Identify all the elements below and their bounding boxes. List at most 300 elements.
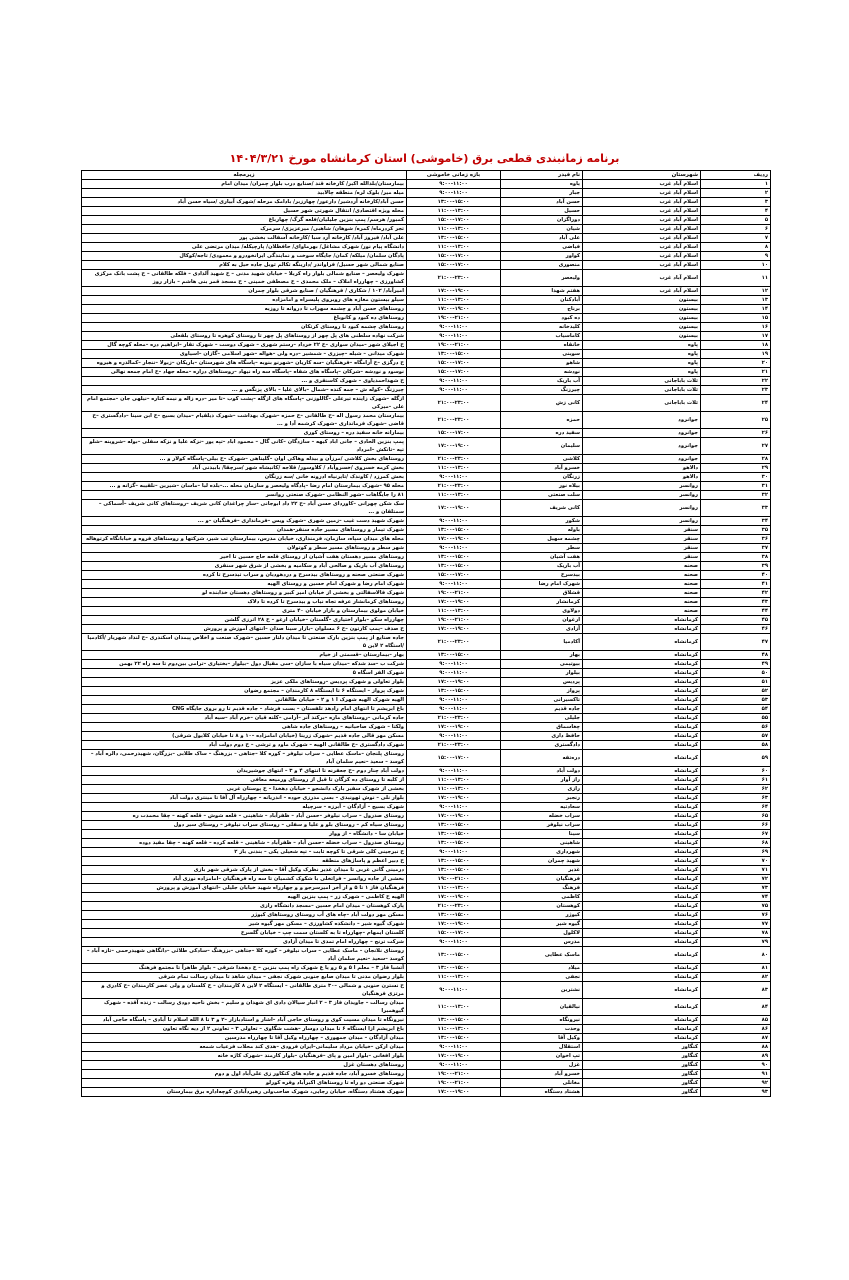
cell-area: مسکن مهر دولت آباد –چاه های آب روستای روستاهای کیوژر [82,911,407,920]
cell-time: ۱۵:۰۰-۱۷:۰۰ [407,252,501,261]
cell-feeder: جلیلی [501,714,583,723]
cell-area: روستاهای بخش کلاشی /مرزآن و بیدله وهاکی اوان –گلیناهی –شهرک –خ بیلی–پاسگاه کولار و ... [82,455,407,464]
cell-time: ۱۷:۰۰-۱۹:۰۰ [407,723,501,732]
cell-time: ۱۷:۰۰-۱۹:۰۰ [407,893,501,902]
cell-feeder: غزل [501,1061,583,1070]
cell-time: ۱۷:۰۰-۱۹:۰۰ [407,625,501,634]
cell-city: جوانرود [583,412,701,429]
cell-row-number: ۶۲ [701,785,771,794]
cell-row-number: ۵۶ [701,723,771,732]
cell-row-number: ۷۷ [701,920,771,929]
cell-city: کرمانشاه [583,947,701,964]
cell-time: ۱۹:۰۰-۲۱:۰۰ [407,1070,501,1079]
cell-area: روستای سیاه کم – روستای بلو و علیا و سفلی – روستای سراب نیلوفر – روستای سیر دول [82,821,407,830]
table-row [82,705,771,714]
cell-time: ۱۳:۰۰-۱۵:۰۰ [407,947,501,964]
cell-area: شهر سطر و روستاهای مسیر سطر و کوتولان [82,544,407,553]
cell-feeder: بیلاه نور [501,482,583,491]
cell-feeder: آکادمیا [501,634,583,651]
cell-city: کرمانشاه [583,687,701,696]
cell-time: ۱۳:۰۰-۱۵:۰۰ [407,821,501,830]
cell-row-number: ۷۹ [701,938,771,947]
cell-area: شهرک میدانی – شیله –چیزری – شمشیر –دره ولی –هواله –شهر اسلامی –گازان –اسیاوی [82,350,407,359]
cell-area: بیمارانه خانه سفید دره – روستای کوری [82,429,407,438]
cell-area: فرهنگیان فاز ۱ تا ۵ و ار آخر امیرسرجو و و چهارراه شهید خیابان جلیلی –انتهای آموزش و پرورش [82,884,407,893]
cell-feeder: سینا [501,830,583,839]
cell-time: ۱۵:۰۰-۱۷:۰۰ [407,750,501,767]
cell-area: میله میر/ بلوک لره/ منطقه چالابید [82,189,407,198]
cell-feeder: نودشه [501,368,583,377]
cell-feeder: دره‌تفه [501,750,583,767]
cell-area: سیلو بیستون مغازه های روبروی پلیسراه و امامزاده [82,296,407,305]
cell-area: روستاهای دهستان غزل [82,1061,407,1070]
cell-time: ۱۳:۰۰-۱۵:۰۰ [407,839,501,848]
cell-row-number: ۲۴ [701,395,771,412]
cell-row-number: ۵۷ [701,732,771,741]
cell-city: اسلام آباد غرب [583,189,701,198]
cell-area: درمینی گانی غربی تا میدان غدیر نظرک وکیل آقا – بخش از پارک شرقی شهر بازی [82,866,407,875]
cell-row-number: ۳۲ [701,491,771,500]
cell-city: کنگاور [583,1088,701,1097]
cell-area: از کلبه تا روستای ده کرگان تا قبل از روستای ورمیعه معافی [82,776,407,785]
table-row [82,189,771,198]
cell-row-number: ۴۲ [701,589,771,598]
cell-feeder: استقلال [501,1043,583,1052]
cell-feeder: شیان [501,225,583,234]
table-row [82,660,771,669]
cell-feeder: دوراگزان [501,216,583,225]
cell-city: پاوه [583,350,701,359]
cell-area: سک شکن چهرانی –کاوردای حسن آباد –خ ۲۲ داد ابوجانی –سار چراغدان کانی شریف –روستاهای کانی شریف –آسماکی –سمتلقان و ... [82,500,407,517]
cell-row-number: ۵۰ [701,669,771,678]
cell-row-number: ۸۵ [701,1016,771,1025]
cell-city: سنقر [583,535,701,544]
cell-feeder: بیوتیمی [501,660,583,669]
cell-feeder: زرنگان [501,473,583,482]
table-row [82,1034,771,1043]
cell-row-number: ۶۹ [701,848,771,857]
cell-area: بهار –بیمارستان –قسمتی از خیام [82,651,407,660]
cell-time: ۱۹:۰۰-۲۱:۰۰ [407,1079,501,1088]
cell-time: ۱۳:۰۰-۱۵:۰۰ [407,687,501,696]
cell-city: کرمانشاه [583,625,701,634]
cell-area: خ نبرجینی کلی شرقی تا کوچه ثابت – تپه شعیلی یکی – بندنی باز ۲ [82,848,407,857]
cell-city: کرمانشاه [583,812,701,821]
table-row [82,562,771,571]
cell-row-number: ۱۹ [701,350,771,359]
cell-feeder: راز آوار [501,776,583,785]
cell-feeder: نجفی [501,973,583,982]
cell-row-number: ۲۶ [701,429,771,438]
cell-time: ۱۵:۰۰-۱۷:۰۰ [407,216,501,225]
cell-row-number: ۱۲ [701,287,771,296]
table-row [82,947,771,964]
cell-city: کرمانشاه [583,1025,701,1034]
cell-area: شهرک ولیعصر – صنایع شمالی بلوار راه کربلا – خیابان شهید مدنی – خ شهید آلدادی – فلکه طالقانی – خ پشت بانک مرکزی کشاورزی – چهارراه املاک – ملک محمدی – خ مصطفی خمینی – خ مسجد قمر بنی هاشم – بازار روز [82,270,407,287]
cell-area: صنایع شمالی شهر حسیل/ فراواندر /دارینگه تکالم ثوبل جاده حیل به کلام [82,261,407,270]
cell-area: بیمارستان محمد رسول اله –خ طالقانی –خ حمزه –شهرک بهداشت –شهرک ذیلقیام –میدان بسیج –خ ابن سینا –دادگستری –خ قاضی –شهرک فرمانداری –شهرک کرشمه آدا و ... [82,412,407,429]
cell-city: اسلام آباد غرب [583,270,701,287]
cell-area: روستای نلانجان – ماسک عطایی – سراب نیلوفر – کوره کلا –جتاهی –بزرهنگ –سادکی طلائی –دانگاهی شهیدرحمی –تازه آباد –کوسد –سعید –نعیم سلمان آباد [82,947,407,964]
cell-area: بلوار تعاولی و شهرک پردیس –روستاهای ملکی عزیز [82,678,407,687]
cell-feeder: کلیدخانه [501,323,583,332]
cell-area: چیرزنگ –کوله ش – جمه کنده –شمال –بالای غلیا – بالای پزنگس و ... [82,386,407,395]
cell-city: ثلاث باباجانی [583,395,701,412]
cell-area: خیابان مولوی بیمارستان و بازار خیابان ۴۰ متری [82,607,407,616]
cell-time: ۱۷:۰۰-۱۹:۰۰ [407,678,501,687]
cell-time: ۹:۰۰-۱۱:۰۰ [407,377,501,386]
table-row [82,723,771,732]
cell-row-number: ۷ [701,234,771,243]
cell-city: دالاهو [583,473,701,482]
table-row [82,225,771,234]
cell-time: ۹:۰۰-۱۱:۰۰ [407,732,501,741]
cell-area: علی آباد/ فیروز آباد/ کارخانه آرد سبا /کارخانه آسفالت بخشی پور [82,234,407,243]
table-row [82,938,771,947]
cell-row-number: ۹۲ [701,1079,771,1088]
cell-row-number: ۱۷ [701,332,771,341]
cell-time: ۱۷:۰۰-۱۹:۰۰ [407,1088,501,1097]
cell-city: صحنه [583,607,701,616]
cell-city: کرمانشاه [583,794,701,803]
cell-city: اسلام آباد غرب [583,225,701,234]
table-row [82,794,771,803]
cell-city: جوانرود [583,429,701,438]
table-row [82,678,771,687]
table-row [82,920,771,929]
cell-area: محله ۹۵ –شهرک بیمارستان امام رضا –پادگاه ولیعصر و سازمان محله ...–بلده لبا –ماسان –شیرین –نلقیبه –گزانه و ... [82,482,407,491]
cell-feeder: چغاسماق [501,723,583,732]
cell-feeder: سراب نیلوفر [501,821,583,830]
cell-time: ۲۱:۰۰-۲۳:۰۰ [407,741,501,750]
cell-area: روستاهای حسن آباد و چشمه سهراب تا دروانه تا روزبه [82,305,407,314]
cell-feeder: خسرو آباد [501,464,583,473]
cell-feeder: غدیر [501,866,583,875]
cell-city: بیستون [583,332,701,341]
cell-row-number: ۸۳ [701,982,771,999]
cell-area: باغ ابریشم تا انتهای امام رادهد تلفستان – بست فرشاد – جاده قدیم تا رو بروی جایگاه CNG [82,705,407,714]
cell-city: اسلام آباد غرب [583,198,701,207]
table-row [82,598,771,607]
cell-time: ۱۹:۰۰-۲۱:۰۰ [407,589,501,598]
table-row [82,669,771,678]
cell-city: کرمانشاه [583,973,701,982]
cell-city: کرمانشاه [583,866,701,875]
cell-time: ۹:۰۰-۱۱:۰۰ [407,180,501,189]
cell-time: ۲۱:۰۰-۲۳:۰۰ [407,455,501,464]
cell-time: ۹:۰۰-۱۱:۰۰ [407,803,501,812]
cell-feeder: لاکلول [501,929,583,938]
cell-row-number: ۲۹ [701,464,771,473]
table-row [82,571,771,580]
header-area: زیرمجله [82,171,407,180]
cell-area: خ دبیر اعظم و پاساژهای منطقه [82,857,407,866]
cell-feeder: کوهستان [501,902,583,911]
cell-time: ۱۱:۰۰-۱۳:۰۰ [407,225,501,234]
cell-city: کرمانشاه [583,660,701,669]
cell-row-number: ۹۳ [701,1088,771,1097]
table-row [82,964,771,973]
table-row [82,767,771,776]
cell-time: ۱۳:۰۰-۱۵:۰۰ [407,562,501,571]
table-row [82,517,771,526]
cell-time: ۹:۰۰-۱۱:۰۰ [407,544,501,553]
cell-area: دولت آباد چنار دوم –خ جعفرنه تا انتهای ۴ و ۳ – انتهای جوشیریدان [82,767,407,776]
cell-feeder: یاوه [501,180,583,189]
cell-city: کرمانشاه [583,821,701,830]
cell-feeder: دادگستری [501,741,583,750]
cell-feeder: جبار [501,189,583,198]
cell-feeder: دولاوی [501,607,583,616]
table-row [82,359,771,368]
cell-time: ۱۵:۰۰-۱۷:۰۰ [407,429,501,438]
cell-city: کرمانشاه [583,920,701,929]
table-row [82,607,771,616]
cell-feeder: مدرس [501,938,583,947]
cell-time: ۱۱:۰۰-۱۳:۰۰ [407,207,501,216]
table-row [82,412,771,429]
cell-time: ۱۵:۰۰-۱۷:۰۰ [407,261,501,270]
cell-area: نوسود و نودشه –شرکان –پاسگاه های شقاه –پاسگاه سه راه نیهاد –روستاهای دراره –محله جهاد –خ امام جمعه نهالی [82,368,407,377]
cell-area: روستاهای خسرو آباد، جاده قدیم و جاده های کنکاور زی علی‌آباد اول و دوم [82,1070,407,1079]
cell-area: مسکن مهر قالی جاده قدیم –شهرک زرینا (خیابان امامزاده –۱۰ و ۸ تا خیابان کلایول شرقی) [82,732,407,741]
table-row [82,625,771,634]
cell-city: کنگاور [583,1052,701,1061]
table-row [82,616,771,625]
table-row [82,1061,771,1070]
cell-feeder: منصوری [501,261,583,270]
cell-feeder: حسن آباد [501,198,583,207]
cell-time: ۹:۰۰-۱۱:۰۰ [407,386,501,395]
cell-row-number: ۲۸ [701,455,771,464]
cell-feeder: برناج [501,305,583,314]
cell-row-number: ۵۵ [701,714,771,723]
cell-row-number: ۴۰ [701,571,771,580]
cell-city: کنگاور [583,1070,701,1079]
cell-time: ۱۳:۰۰-۱۵:۰۰ [407,1034,501,1043]
cell-city: کرمانشاه [583,723,701,732]
cell-time: ۱۳:۰۰-۱۵:۰۰ [407,830,501,839]
table-row [82,429,771,438]
cell-row-number: ۶۰ [701,767,771,776]
cell-time: ۲۱:۰۰-۲۳:۰۰ [407,902,501,911]
table-row [82,1052,771,1061]
table-row [82,580,771,589]
cell-city: کرمانشاه [583,875,701,884]
cell-feeder: نیرونگاه [501,1016,583,1025]
cell-feeder: میلاد [501,964,583,973]
cell-row-number: ۴۹ [701,660,771,669]
table-row [82,198,771,207]
cell-area: ولکتا – شهرک صاحبانیه – روستاهای جاده شاهی [82,723,407,732]
cell-time: ۹:۰۰-۱۱:۰۰ [407,517,501,526]
cell-city: کرمانشاه [583,696,701,705]
table-row [82,776,771,785]
cell-city: کرمانشاه [583,776,701,785]
table-row [82,750,771,767]
cell-area: پادگان سلمان/ میلکه/ کمان/ جایگاه سوخت و نمایندگی ایرانخودرو و معمودی/ تاجه/کوکال [82,252,407,261]
cell-row-number: ۸۱ [701,964,771,973]
table-row [82,687,771,696]
cell-city: کرمانشاه [583,1016,701,1025]
cell-area: شهرک بسیج – آزادگان – آبرزه – سرچیله [82,803,407,812]
cell-feeder: سطر [501,544,583,553]
cell-area: پارک کوهستان – میدان امام حسین –مسجد دانشگاه رازی [82,902,407,911]
cell-area: ازگله –شهرک زاینده تیرعلی –گاللوزنی –پاسگاه های ازگله –پشت کوب –تا میر –دره زاله و نیمه کتاره –نیلهی جان –مجتمع امام علی –میرکی [82,395,407,412]
cell-city: اسلام آباد غرب [583,180,701,189]
table-row [82,455,771,464]
cell-area: بیمارستان/بلدالله اکبر/ کارخانه قند /صنایع درب بلوار چمران/ میدان امام [82,180,407,189]
cell-feeder: سلیمان [501,438,583,455]
table-row [82,1079,771,1088]
cell-row-number: ۹ [701,252,771,261]
table-row [82,234,771,243]
cell-feeder: قشلاق [501,589,583,598]
cell-row-number: ۲۰ [701,359,771,368]
cell-time: ۹:۰۰-۱۱:۰۰ [407,848,501,857]
cell-city: بیستون [583,305,701,314]
cell-row-number: ۱۶ [701,323,771,332]
cell-row-number: ۵۳ [701,696,771,705]
header-row-number: ردیف [701,171,771,180]
table-row [82,1070,771,1079]
table-row [82,732,771,741]
cell-city: کرمانشاه [583,964,701,973]
cell-row-number: ۲۵ [701,412,771,429]
cell-feeder: شهرک امام رضا [501,580,583,589]
cell-time: ۱۳:۰۰-۱۵:۰۰ [407,964,501,973]
cell-time: ۱۵:۰۰-۱۷:۰۰ [407,929,501,938]
cell-feeder: گیوه شیر [501,920,583,929]
cell-city: دالاهو [583,464,701,473]
cell-city: اسلام آباد غرب [583,234,701,243]
cell-area: شرکت ترنج – چهارراه امام تمدی تا میدان آزادی [82,938,407,947]
cell-row-number: ۸ [701,243,771,252]
cell-row-number: ۳۱ [701,482,771,491]
table-row [82,332,771,341]
cell-time: ۱۱:۰۰-۱۳:۰۰ [407,1025,501,1034]
cell-area: شهرک پرواز – ایستگاه ۶ تا ایستگاه ۸ کارمندان – مجتمع رضوان [82,687,407,696]
table-row [82,714,771,723]
cell-time: ۹:۰۰-۱۱:۰۰ [407,332,501,341]
cell-city: روانسر [583,500,701,517]
header-feeder: نام فیدر [501,171,583,180]
cell-area: الهیه خ کاظمی – شهرک زر – پمپ بنزین الهیه [82,893,407,902]
cell-area: نیرونگاه تا میدان مسیت کوی و روستای حاجی آباد –اشار و استادبازار –۲ و ۳ تا ۸ الله اسلام تا آبادی – پاسگاه حاجی آباد [82,1016,407,1025]
cell-city: کنگاور [583,1061,701,1070]
cell-time: ۱۷:۰۰-۱۹:۰۰ [407,794,501,803]
cell-row-number: ۱ [701,180,771,189]
cell-time: ۱۱:۰۰-۱۳:۰۰ [407,884,501,893]
cell-time: ۹:۰۰-۱۱:۰۰ [407,938,501,947]
cell-row-number: ۳۹ [701,562,771,571]
cell-city: کرمانشاه [583,830,701,839]
cell-row-number: ۴۷ [701,634,771,651]
cell-time: ۱۵:۰۰-۱۷:۰۰ [407,571,501,580]
cell-row-number: ۲۱ [701,368,771,377]
table-row [82,386,771,395]
table-row [82,438,771,455]
cell-area: باغ ابریشم ازا ایستگاه ۶ تا میدان دوسار –هشت شگاوی – تعاولی ۳ – تعاونی ۲ از دیه نگاه تعاون [82,1025,407,1034]
table-row [82,535,771,544]
table-row [82,973,771,982]
cell-feeder: سوینی [501,350,583,359]
table-row [82,270,771,287]
cell-row-number: ۲۷ [701,438,771,455]
cell-area: جاده صنایع از پمپ بنزین بارک صنعتی تا میدان دلتار حسین –شهرک صنعت و اخلاص پیمدان اسکندری –خ لنداد شهریار /آکادمیا /استگاه ۲ لاین ۵ [82,634,407,651]
cell-feeder: ده کبود [501,314,583,323]
cell-area: بخش کمرزد / کاوندک /تایرنیاه ادرونه خانی /سه زرنگان [82,473,407,482]
cell-area: تجر کردرماه/ کمره/ شوهان/ شاهبی/ میرعزیزی/ سرمرک [82,225,407,234]
cell-area: شهرک دادگستری –خ طالقانی الهیه – شهرک ماود و ترشی – خ دوم دولت آباد [82,741,407,750]
cell-city: کرمانشاه [583,651,701,660]
cell-time: ۲۱:۰۰-۲۳:۰۰ [407,634,501,651]
cell-area: کلستان ایمهام –چهارراه تا به کلستان سمت چپ – خیابان گلسرخ [82,929,407,938]
cell-feeder: کانی شریف [501,500,583,517]
cell-feeder: رنجبر [501,794,583,803]
cell-row-number: ۲۳ [701,386,771,395]
cell-feeder: کرمانشار [501,598,583,607]
cell-feeder: ماسک عطایی [501,947,583,964]
cell-feeder: کاماسیاب [501,332,583,341]
cell-time: ۱۳:۰۰-۱۵:۰۰ [407,651,501,660]
table-row [82,848,771,857]
table-row [82,544,771,553]
cell-feeder: شکور [501,517,583,526]
table-row [82,634,771,651]
table-row [82,243,771,252]
table-row [82,491,771,500]
table-row [82,1025,771,1034]
cell-area: روستاهای ده کبود و کانوباغ [82,314,407,323]
table-body [82,180,771,1097]
cell-time: ۱۷:۰۰-۱۹:۰۰ [407,287,501,296]
cell-feeder: هشتاد دستگاه [501,1088,583,1097]
cell-city: اسلام آباد غرب [583,252,701,261]
cell-feeder: پرواز [501,687,583,696]
cell-city: کرمانشاه [583,714,701,723]
cell-row-number: ۴۴ [701,607,771,616]
table-row [82,473,771,482]
cell-city: پاوه [583,341,701,350]
cell-area: بلوار رضوان مدنی تا میدان صابع جنوبی شهرک نجفی – میدان شاهد تا میدان رسالت تمام شرقی [82,973,407,982]
cell-row-number: ۴۱ [701,580,771,589]
table-row [82,216,771,225]
cell-feeder: سعادتیه [501,803,583,812]
cell-city: پاوه [583,359,701,368]
cell-city: اسلام آباد غرب [583,216,701,225]
cell-row-number: ۸۰ [701,947,771,964]
table-row [82,377,771,386]
cell-area: میدان آزادگان – میدان جمهوری – چهارراه وکیل آقا تا چهارراه مدرسین [82,1034,407,1043]
table-row [82,902,771,911]
cell-row-number: ۶۸ [701,839,771,848]
cell-area: شهرک صنعتی دو راه تا روستاهای اکبرآباد وقره کورلو [82,1079,407,1088]
table-row [82,350,771,359]
table-row [82,651,771,660]
cell-row-number: ۳۳ [701,500,771,517]
cell-time: ۱۷:۰۰-۱۹:۰۰ [407,535,501,544]
cell-time: ۱۱:۰۰-۱۳:۰۰ [407,973,501,982]
cell-city: اسلام آباد غرب [583,207,701,216]
cell-city: کرمانشاه [583,803,701,812]
cell-feeder: حسیل [501,207,583,216]
cell-time: ۱۳:۰۰-۱۵:۰۰ [407,857,501,866]
table-row [82,857,771,866]
cell-area: محله ویژه اقتصادی/ انتقال شهرتی شهر حسیل [82,207,407,216]
cell-feeder: وحدت [501,1025,583,1034]
cell-city: کرمانشاه [583,938,701,947]
